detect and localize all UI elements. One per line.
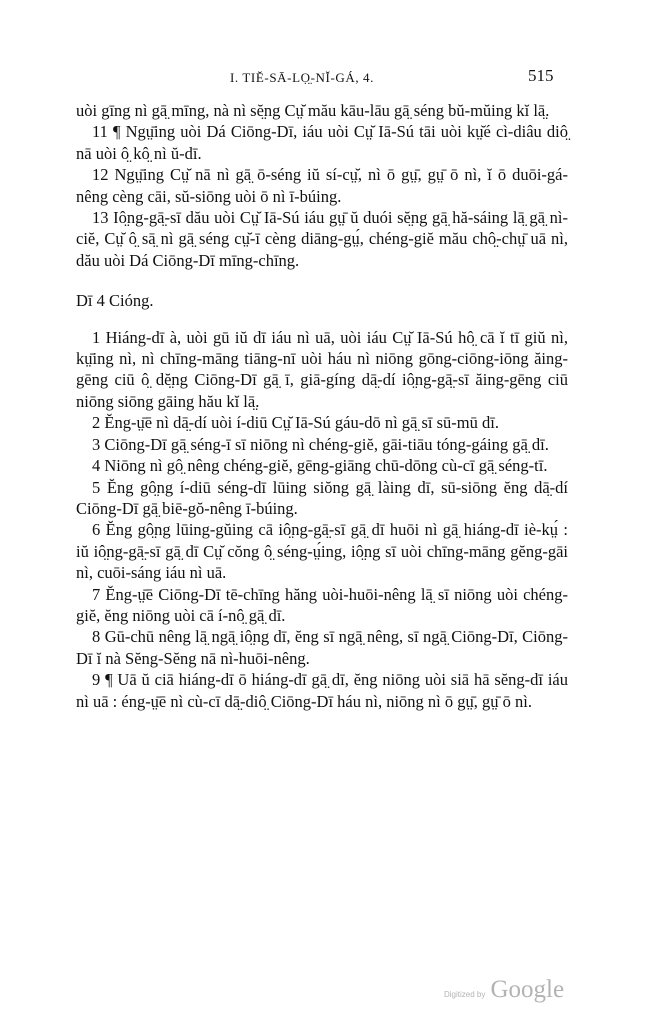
paragraph: 7 Ĕng-ṳ̄ē Ciōng-Dī tē-chīng hăng uòi-huōi-nêng lā̤ sī niōng uòi chéng-giĕ, ĕng niōng uòi cā í-nô̤ gā̤ dī.: [76, 584, 568, 625]
paragraph: 2 Ĕng-ṳ̄ē nì dā̤-dí uòi í-diū Cṳ̆ Iā-Sú gáu-dō nì gā̤ sī sū-mū dī.: [92, 413, 499, 433]
chapter-heading: Dī 4 Cióng.: [76, 291, 154, 311]
paragraph: 8 Gū-chū nêng lā̤ ngā̤ iô̤ng dī, ĕng sī ngā̤ nêng, sī ngā̤ Ciōng-Dī, Ciōng-Dī ĭ nà Sĕng-Sĕng nā nì-huōi-nêng.: [76, 627, 568, 668]
paragraph: 13 Iô̤ng-gā̤-sī dău uòi Cṳ̆ Iā-Sú iáu gṳ̄ ŭ duói sĕ̤ng gā̤ hă-sáing lā̤ gā̤ nì-ciĕ, Cṳ̆ ô̤ sā̤ nì gā̤ séng cṳ̆-ī cèng diāng-gṳ́, chéng-giĕ mău chô̤-chṳ̄ uā nì, dău uòi Dá Ciōng-Dī mīng-chīng.: [76, 208, 568, 270]
page-number: 515: [528, 66, 554, 85]
paragraph: 11 ¶ Ngṳ̄ing uòi Dá Ciōng-Dī, iáu uòi Cṳ̆ Iā-Sú tāi uòi kṳ̆é cì-diâu diô̤ nā uòi ô̤ kô̤ nì ŭ-dī.: [76, 122, 568, 163]
text-block: [76, 100, 568, 712]
paragraph: 1 Hiáng-dī à, uòi gū iŭ dī iáu nì uā, uòi iáu Cṳ̆ Iā-Sú hô̤ cā ĭ tī giŭ nì, kṳ̄ing nì, nì chīng-māng tiāng-nī uòi háu nì niōng gōng-ciōng-iōng ăing-gēng ciū ô̤ dĕ̤ng Ciōng-Dī gā̤ ī, giā-gíng dā̤-dí iô̤ng-gā̤-sī ăing-gēng ciū niōng siōng gāing hău kĭ lā̤.: [76, 327, 568, 411]
google-logo: Google: [490, 976, 565, 1003]
digitized-watermark: [444, 976, 564, 1004]
watermark-prefix: Digitized by: [444, 990, 486, 999]
paragraph: 3 Ciōng-Dī gā̤ séng-ī sī niōng nì chéng-giĕ, gāi-tiāu tóng-gáing gā̤ dī.: [92, 434, 549, 454]
paragraph: 5 Ĕng gô̤ng í-diū séng-dī lūing siŏng gā̤ làing dī, sū-siōng ĕng dā̤-dí Ciōng-Dī gā̤ biē-gŏ-nêng ī-búing.: [76, 477, 568, 518]
paragraph: 12 Ngṳ̄ing Cṳ̆ nā nì gā̤ ō-séng iŭ sí-cṳ̆, nì ō gṳ̄, gṳ̄ ō nì, ĭ ō duōi-gá-nêng cèng cāi, sŭ-siōng uòi ō nì ī-búing.: [76, 165, 568, 206]
running-title: I. TIĔ-SĀ-LỌ̤-NĬ-GÁ, 4.: [230, 70, 375, 85]
paragraph: 6 Ĕng gô̤ng lūing-gŭing cā iô̤ng-gā̤-sī gā̤ dī huōi nì gā̤ hiáng-dī iè-kṳ́ : iŭ iô̤ng-gā̤-sī gā̤ dī Cṳ̆ cŏng ô̤ séng-ṳ́ing, iô̤ng sī uòi chīng-māng gĕng-gāi nì, cuōi-sáng iáu nì uā.: [76, 520, 568, 583]
paragraph: uòi gīng nì gā̤ mīng, nà nì sĕ̤ng Cṳ̆ mău kāu-lāu gā̤ séng bŭ-mŭing kĭ lā̤.: [76, 101, 550, 120]
paragraph: 4 Niōng nì gô̤ nêng chéng-giĕ, gēng-giāng chū-dōng cù-cī gā̤ séng-tī.: [92, 456, 548, 476]
paragraph: 9 ¶ Uā ŭ ciā hiáng-dī ō hiáng-dī gā̤ dī, ĕng niōng uòi siā hā sĕng-dī iáu nì uā : éng-ṳ̄ē nì cù-cī dā̤-diô̤ Ciōng-Dī háu nì, niōng nì ō gṳ̄, gṳ̄ ō nì.: [76, 670, 568, 711]
